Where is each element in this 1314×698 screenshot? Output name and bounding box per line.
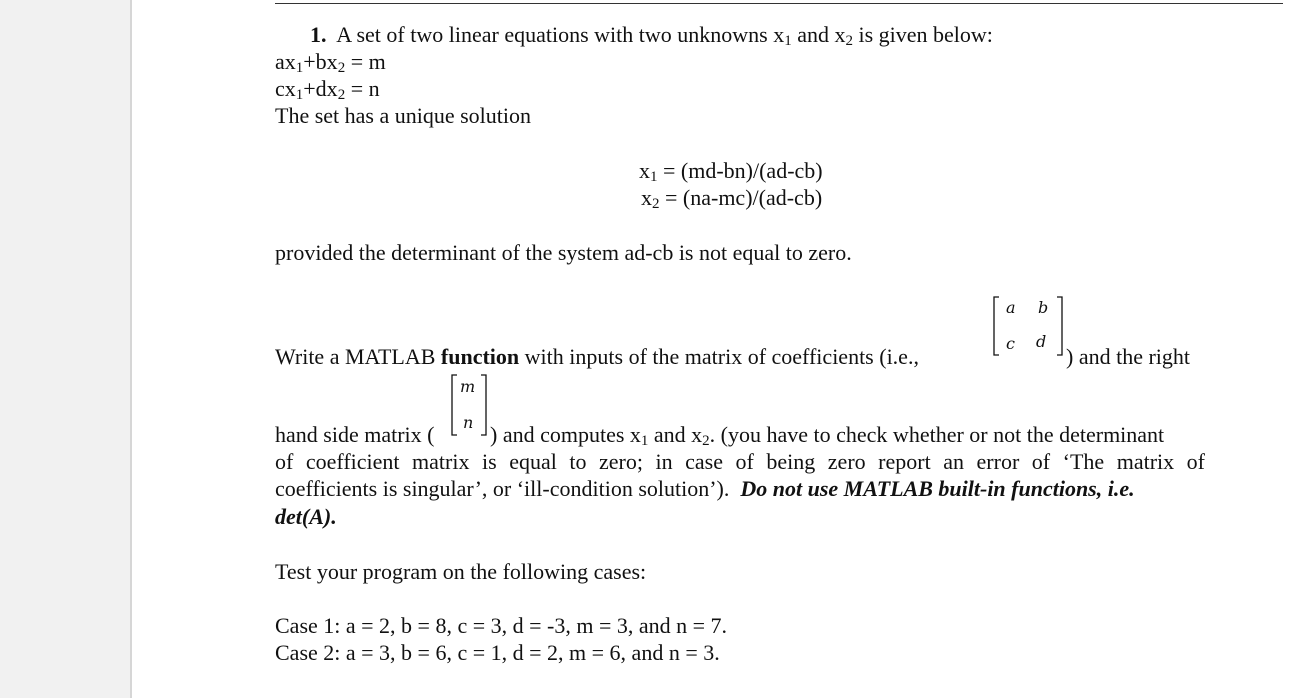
left-bracket — [450, 374, 458, 436]
hand-side-line-right: ) and computes $x_1$ and $x_2$. (you have to check whether or not the determinant — [490, 422, 1165, 449]
and-the-right-text: ) and the right — [1066, 344, 1191, 369]
matrix-entry-d: d — [1036, 332, 1047, 351]
no-builtin-warning: Do not use MATLAB built-in functions, i.e. — [740, 476, 1135, 501]
top-rule — [275, 3, 1283, 4]
test-instructions: Test your program on the following cases: — [275, 559, 647, 584]
unique-solution-text: The set has a unique solution — [275, 103, 532, 128]
left-margin-panel — [0, 0, 132, 698]
determinant-condition: provided the determinant of the system ad-cb is not equal to zero. — [275, 240, 852, 265]
hand-side-line-left: hand side matrix ( — [275, 422, 435, 447]
matrix-entry-c: c — [1006, 334, 1015, 353]
rhs-matrix — [450, 374, 488, 436]
solution-x1: $x_1 = (md-bn)/(ad-cb)$ — [639, 158, 823, 185]
intro-line: 1. A set of two linear equations with two unknowns $x_1$ and $x_2$ is given below: — [310, 22, 993, 49]
coefficient-matrix-line: of coefficient matrix is equal to zero; in case of being zero report an error of ‘The matrix of — [275, 449, 1205, 474]
det-function-text: det(A). — [275, 504, 337, 529]
coefficient-matrix — [992, 296, 1064, 356]
matrix-entry-n: n — [463, 413, 474, 432]
matrix-entry-m: m — [460, 377, 476, 396]
right-bracket — [480, 374, 488, 436]
case-2: Case 2: a = 3, b = 6, c = 1, d = 2, m = 6, and n = 3. — [275, 640, 720, 665]
matrix-entry-a: a — [1006, 298, 1016, 317]
left-bracket — [992, 296, 1000, 356]
right-bracket — [1056, 296, 1064, 356]
document-page — [132, 0, 1314, 698]
case-1: Case 1: a = 2, b = 8, c = 3, d = -3, m = 3, and n = 7. — [275, 613, 728, 638]
equation-1: $ax_1+bx_2 = m$ — [275, 49, 386, 76]
singular-line: coefficients is singular’, or ‘ill-condition solution’). Do not use MATLAB built-in functions, i.e. — [275, 476, 1135, 501]
matrix-entry-b: b — [1038, 298, 1049, 317]
write-function-line: Write a MATLAB function with inputs of the matrix of coefficients (i.e., — [275, 344, 919, 369]
problem-number: 1. — [310, 22, 327, 47]
equation-2: $cx_1+dx_2 = n$ — [275, 76, 380, 103]
solution-x2: $x_2 = (na-mc)/(ad-cb)$ — [641, 185, 823, 212]
